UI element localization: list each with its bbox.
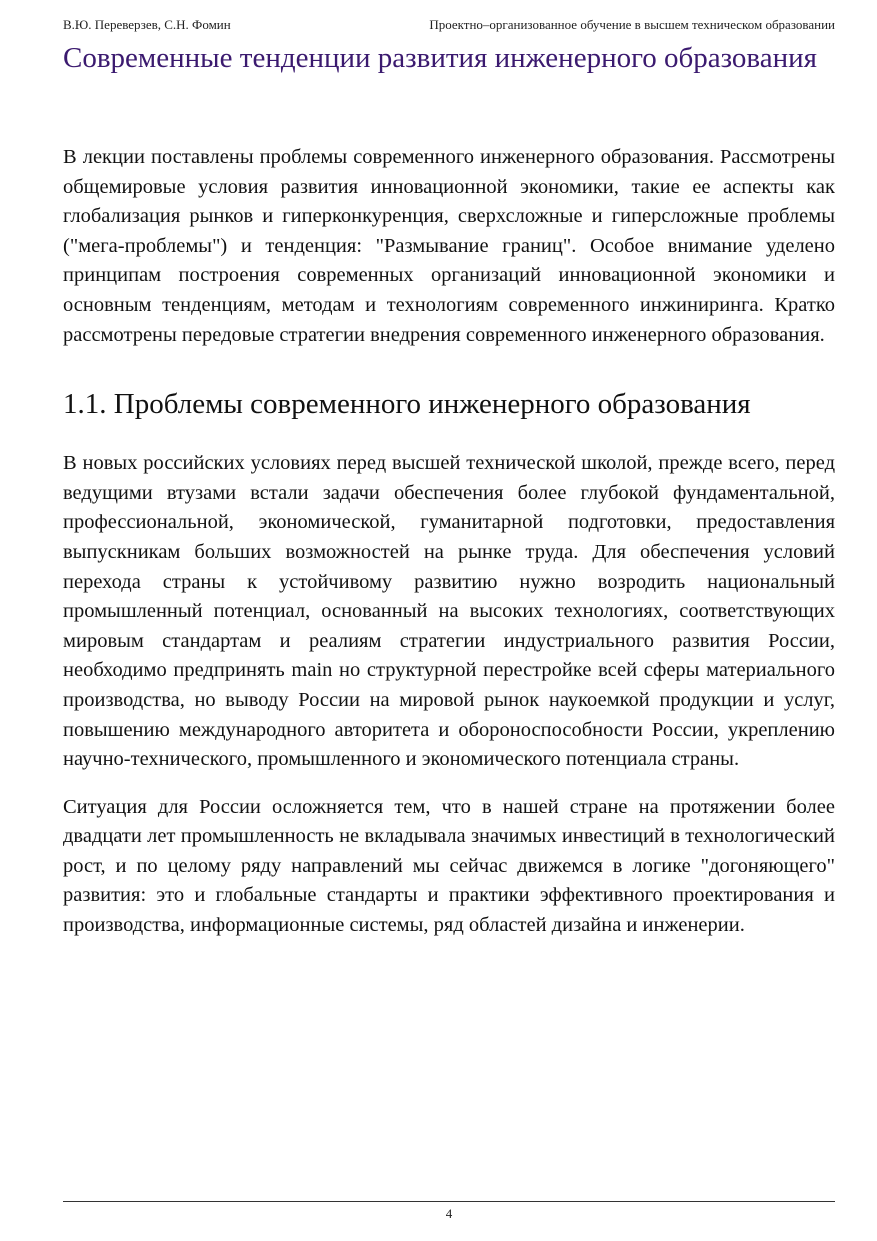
running-header	[63, 15, 835, 35]
header-course-title: Проектно–организованное обучение в высшем техническом образовании	[429, 17, 835, 32]
page-title: Современные тенденции развития инженерного образования	[63, 42, 817, 74]
abstract-paragraph: В лекции поставлены проблемы современного инженерного образования. Рассмотрены общемировые условия развития инновационной экономики, такие ее аспекты как глобализация рынков и гиперконкуренция, сверхсложные и гиперсложные проблемы ("мега-проблемы") и тенденция: "Размывание границ". Особое внимание уделено принципам построения современных организаций инновационной экономики и основным тенденциям, методам и технологиям современного инжиниринга. Кратко рассмотрены передовые стратегии внедрения современного инженерного образования.	[63, 146, 835, 346]
section-paragraph: В новых российских условиях перед высшей технической школой, прежде всего, перед ведущими втузами встали задачи обеспечения более глубокой фундаментальной, профессиональной, экономической, гуманитарной подготовки, предоставления выпускникам больших возможностей на рынке труда. Для обеспечения условий перехода страны к устойчивому развитию нужно возродить национальный промышленный потенциал, основанный на высоких технологиях, соответствующих мировым стандартам и реалиям стратегии индустриального развития России, необходимо предпринять main но структурной перестройке всей сферы материального производства, но выводу России на мировой рынок наукоемкой продукции и услуг, повышению международного авторитета и обороноспособности России, укреплению научно-технического, промышленного и экономического потенциала страны.	[63, 452, 835, 771]
header-authors: В.Ю. Переверзев, С.Н. Фомин	[63, 17, 231, 32]
page-number: 4	[445, 1206, 453, 1221]
section-heading: 1.1. Проблемы современного инженерного образования	[63, 388, 751, 421]
footer-divider	[63, 1201, 835, 1202]
section-paragraph: Ситуация для России осложняется тем, что в нашей стране на протяжении более двадцати лет промышленность не вкладывала значимых инвестиций в технологический рост, и по целому ряду направлений мы сейчас движемся в логике "догоняющего" развития: это и глобальные стандарты и практики эффективного проектирования и производства, информационные системы, ряд областей дизайна и инженерии.	[63, 795, 835, 937]
main-content	[63, 143, 835, 941]
